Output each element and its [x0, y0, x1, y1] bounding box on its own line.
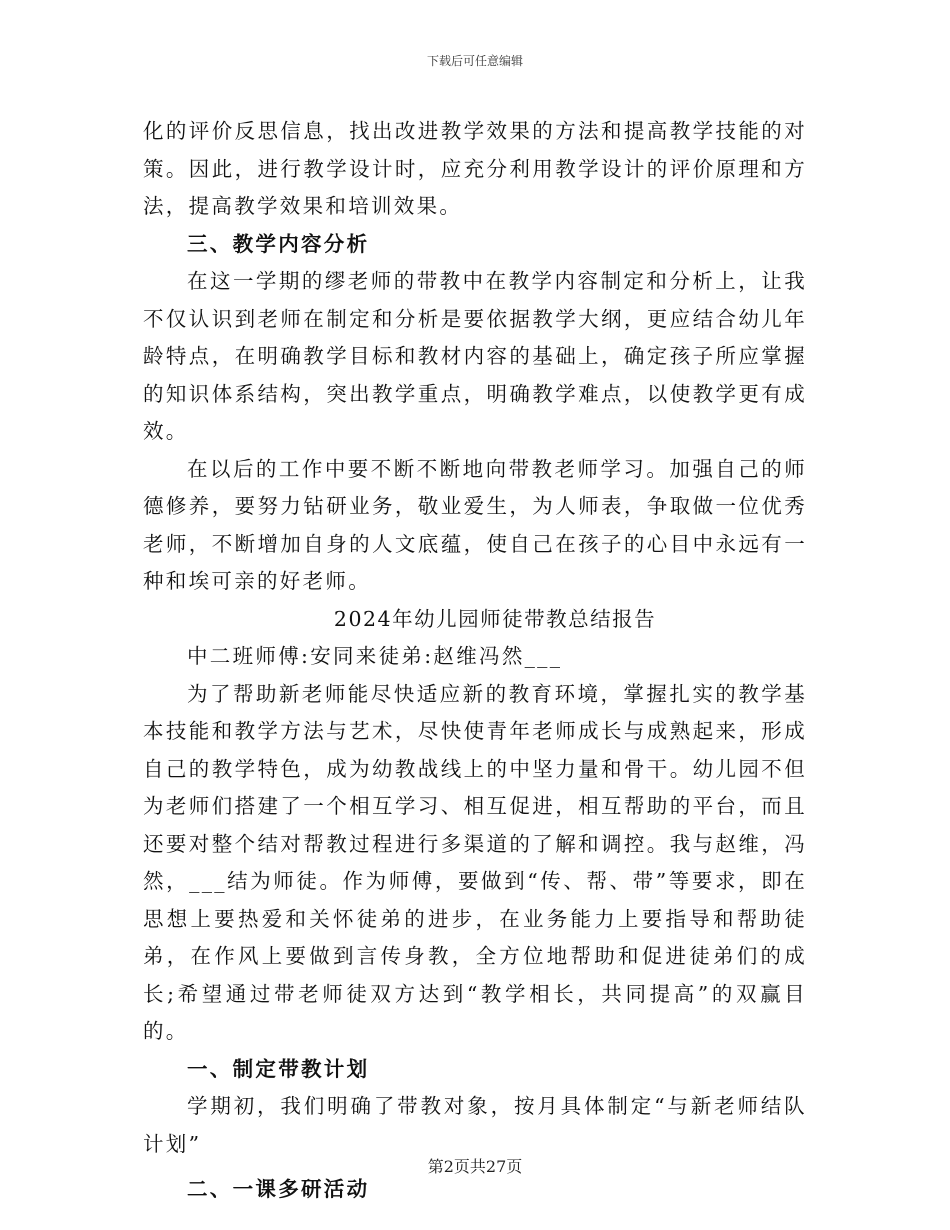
report-title: 2024年幼儿园师徒带教总结报告 — [333, 606, 657, 631]
page-number: 第2页共27页 — [427, 1157, 523, 1176]
section-heading-plan: 一、制定带教计划 — [187, 1056, 370, 1081]
header-note: 下载后可任意编辑 — [426, 54, 523, 68]
paragraph-content-analysis: 在这一学期的缪老师的带教中在教学内容制定和分析上，让我不仅认识到老师在制定和分析是要依据教学大纲，更应结合幼儿年龄特点，在明确教学目标和教材内容的基础上，确定孩子所应掌握的知识体系结构，突出教学重点，明确教学难点，以使教学更有成效。 — [143, 269, 807, 443]
section-heading-lesson-research: 二、一课多研活动 — [187, 1177, 370, 1201]
paragraph-continued: 化的评价反思信息，找出改进教学效果的方法和提高教学技能的对策。因此，进行教学设计时，应充分利用教学设计的评价原理和方法，提高教学效果和培训效果。 — [143, 119, 807, 218]
paragraph-introduction: 为了帮助新老师能尽快适应新的教育环境，掌握扎实的教学基本技能和教学方法与艺术，尽快使青年老师成长与成熟起来，形成自己的教学特色，成为幼教战线上的中坚力量和骨干。幼儿园不但为老师们搭建了一个相互学习、相互促进，相互帮助的平台，而且还要对整个结对帮教过程进行多渠道的了解和调控。我与赵维，冯然，___结为师徒。作为师傅，要做到“传、帮、带”等要求，即在思想上要热爱和关怀徒弟的进步，在业务能力上要指导和帮助徒弟，在作风上要做到言传身教，全方位地帮助和促进徒弟们的成长;希望通过带老师徒双方达到“教学相长，共同提高”的双赢目的。 — [143, 681, 807, 1043]
section-heading-teaching-content-analysis: 三、教学内容分析 — [187, 231, 370, 256]
paragraph-future-work: 在以后的工作中要不断不断地向带教老师学习。加强自己的师德修养，要努力钻研业务，敬业爱生，为人师表，争取做一位优秀老师，不断增加自身的人文底蕴，使自己在孩子的心目中永远有一种和埃可亲的好老师。 — [143, 456, 807, 593]
report-subtitle: 中二班师傅:安同来徒弟:赵维冯然___ — [187, 644, 563, 668]
paragraph-plan: 学期初，我们明确了带教对象，按月具体制定“与新老师结队计划” — [143, 1094, 807, 1156]
document-body — [143, 113, 807, 1209]
